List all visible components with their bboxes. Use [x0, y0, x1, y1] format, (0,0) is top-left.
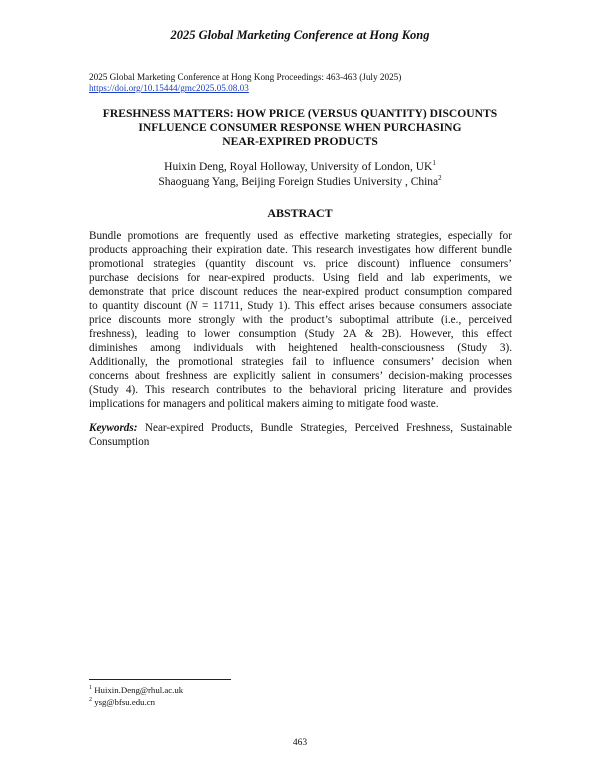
abstract-line: Bundle promotions are frequently used as effective marketing strategies, especially for: [89, 230, 512, 242]
footnote-divider: [89, 679, 231, 680]
keywords-line: Consumption: [89, 436, 150, 448]
abstract-line: purchase decisions for near-expired products. Using field and lab experiments, we: [89, 272, 512, 284]
abstract-line: diminishes among individuals with heightened health-consciousness (Study 3).: [89, 342, 512, 354]
keywords-line: [89, 421, 512, 435]
abstract-line: freshness), leading to lower consumption (Study 2A & 2B). However, this effect: [89, 328, 512, 340]
footnote-mark: 1: [89, 685, 92, 692]
abstract-body: [89, 229, 512, 411]
sample-size-symbol: N: [189, 300, 198, 312]
footnote-1: [89, 685, 183, 695]
abstract-text: = 11711, Study 1). This effect arises because consumers associate: [197, 300, 512, 312]
running-head: 2025 Global Marketing Conference at Hong Kong: [170, 28, 430, 42]
abstract-line: price discounts more strongly with the product’s suboptimal attribute (i.e., perceived: [89, 314, 512, 326]
author-line-1: [0, 160, 600, 174]
footnote-mark: 2: [89, 697, 92, 704]
author-line-2: [0, 175, 600, 189]
abstract-line: [89, 299, 512, 313]
title-line: FRESHNESS MATTERS: HOW PRICE (VERSUS QUANTITY) DISCOUNTS: [102, 107, 498, 120]
abstract-line: implications for managers and political makers aiming to mitigate food waste.: [89, 398, 439, 410]
proceedings-citation: 2025 Global Marketing Conference at Hong Kong Proceedings: 463-463 (July 2025): [89, 72, 402, 82]
author-name-affiliation: Shaoguang Yang, Beijing Foreign Studies University , China: [158, 176, 439, 188]
abstract-line: Additionally, the promotional strategies fail to influence consumers’ decision when: [89, 356, 512, 368]
abstract-line: demonstrate that price discount reduces the near-expired product consumption compared: [89, 286, 512, 298]
abstract-line: concerns about freshness are explicitly salient in consumers’ decision-making processes: [89, 370, 512, 382]
keywords-block: [89, 421, 512, 449]
footnote-email: ysg@bfsu.edu.cn: [94, 697, 156, 707]
title-line: NEAR-EXPIRED PRODUCTS: [222, 135, 378, 148]
abstract-line: (Study 4). This research contributes to the behavioral pricing literature and provides: [89, 384, 512, 396]
footnote-2: [89, 697, 155, 707]
abstract-line: products approaching their expiration date. This research investigates how different bundle: [89, 244, 512, 256]
page-number: 463: [292, 738, 308, 748]
footnote-mark: 2: [438, 174, 442, 183]
abstract-text: to quantity discount (: [89, 300, 190, 312]
abstract-heading: ABSTRACT: [267, 206, 333, 220]
keywords-label: Keywords:: [89, 422, 138, 434]
author-name-affiliation: Huixin Deng, Royal Holloway, University of London, UK: [164, 161, 433, 173]
title-line: INFLUENCE CONSUMER RESPONSE WHEN PURCHASING: [138, 121, 462, 134]
footnote-mark: 1: [432, 159, 436, 168]
footnote-email: Huixin.Deng@rhul.ac.uk: [94, 685, 184, 695]
keywords-text: Near-expired Products, Bundle Strategies, Perceived Freshness, Sustainable: [144, 422, 512, 434]
paper-title: [60, 107, 540, 149]
doi-link[interactable]: https://doi.org/10.15444/gmc2025.05.08.03: [89, 83, 249, 93]
abstract-line: promotional strategies (quantity discount vs. price discount) influence consumers’: [89, 258, 512, 270]
